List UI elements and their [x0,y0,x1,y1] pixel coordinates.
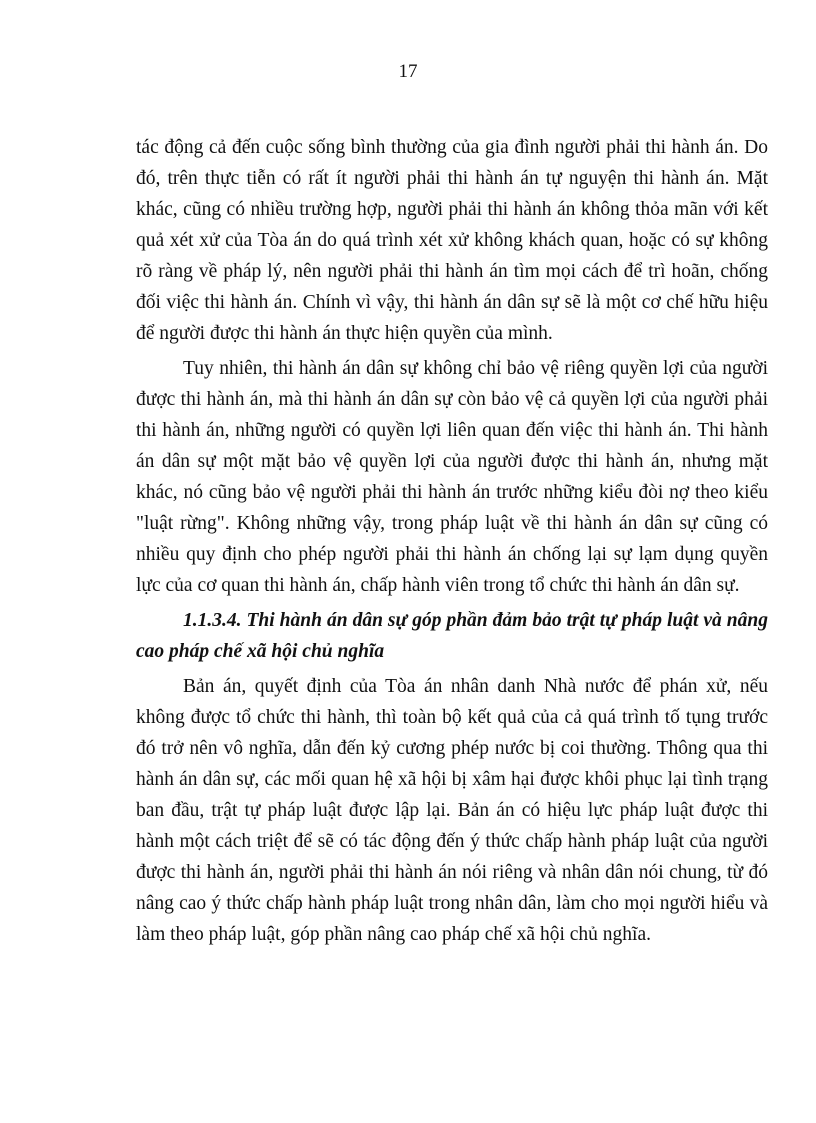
section-heading: 1.1.3.4. Thi hành án dân sự góp phần đảm bảo trật tự pháp luật và nâng cao pháp chế xã hội chủ nghĩa [136,610,768,662]
page-number: 17 [398,61,418,82]
paragraph-continued: tác động cả đến cuộc sống bình thường của gia đình người phải thi hành án. Do đó, trên thực tiễn có rất ít người phải thi hành án tự nguyện thi hành án. Mặt khác, cũng có nhiều trường hợp, người phải thi hành án không thỏa mãn với kết quả xét xử của Tòa án do quá trình xét xử không khách quan, hoặc có sự không rõ ràng về pháp lý, nên người phải thi hành án tìm mọi cách để trì hoãn, chống đối việc thi hành án. Chính vì vậy, thi hành án dân sự sẽ là một cơ chế hữu hiệu để người được thi hành án thực hiện quyền của mình. [136,137,768,344]
paragraph: Bản án, quyết định của Tòa án nhân danh Nhà nước để phán xử, nếu không được tổ chức thi hành, thì toàn bộ kết quả của cả quá trình tố tụng trước đó trở nên vô nghĩa, dẫn đến kỷ cương phép nước bị coi thường. Thông qua thi hành án dân sự, các mối quan hệ xã hội bị xâm hại được khôi phục lại tình trạng ban đầu, trật tự pháp luật được lập lại. Bản án có hiệu lực pháp luật được thi hành một cách triệt để sẽ có tác động đến ý thức chấp hành pháp luật của người được thi hành án, người phải thi hành án nói riêng và nhân dân nói chung, từ đó nâng cao ý thức chấp hành pháp luật trong nhân dân, làm cho mọi người hiểu và làm theo pháp luật, góp phần nâng cao pháp chế xã hội chủ nghĩa. [136,676,768,945]
document-body [136,132,768,950]
paragraph: Tuy nhiên, thi hành án dân sự không chỉ bảo vệ riêng quyền lợi của người được thi hành án, mà thi hành án dân sự còn bảo vệ cả quyền lợi của người phải thi hành án, những người có quyền lợi liên quan đến việc thi hành án. Thi hành án dân sự một mặt bảo vệ quyền lợi của người được thi hành án, nhưng mặt khác, nó cũng bảo vệ người phải thi hành án trước những kiểu đòi nợ theo kiểu "luật rừng". Không những vậy, trong pháp luật về thi hành án dân sự cũng có nhiều quy định cho phép người phải thi hành án chống lại sự lạm dụng quyền lực của cơ quan thi hành án, chấp hành viên trong tổ chức thi hành án dân sự. [136,358,768,596]
